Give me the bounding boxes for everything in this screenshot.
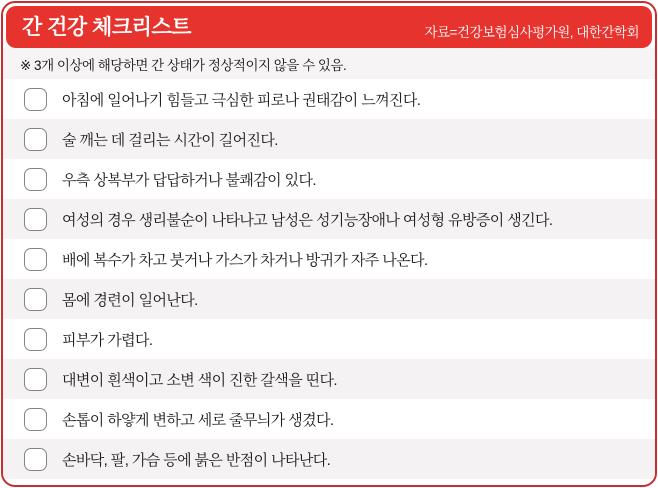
item-label: 몸에 경련이 일어난다. bbox=[62, 291, 198, 309]
item-label: 술 깨는 데 걸리는 시간이 길어진다. bbox=[62, 131, 278, 149]
checkbox[interactable] bbox=[24, 208, 47, 231]
checklist-row bbox=[3, 159, 655, 199]
checkbox[interactable] bbox=[24, 88, 47, 111]
item-label: 대변이 흰색이고 소변 색이 진한 갈색을 띤다. bbox=[62, 371, 337, 389]
checklist-row bbox=[3, 239, 655, 279]
checklist-row bbox=[3, 119, 655, 159]
item-label: 손톱이 하얗게 변하고 세로 줄무늬가 생겼다. bbox=[62, 411, 334, 429]
checkbox[interactable] bbox=[24, 288, 47, 311]
item-label: 아침에 일어나기 힘들고 극심한 피로나 권태감이 느껴진다. bbox=[62, 91, 421, 109]
checkbox[interactable] bbox=[24, 408, 47, 431]
checklist bbox=[3, 79, 655, 479]
item-label: 배에 복수가 차고 붓거나 가스가 차거나 방귀가 자주 나온다. bbox=[62, 251, 428, 269]
checkbox[interactable] bbox=[24, 328, 47, 351]
page-title: 간 건강 체크리스트 bbox=[22, 16, 191, 39]
item-label: 손바닥, 팔, 가슴 등에 붉은 반점이 나타난다. bbox=[62, 451, 331, 469]
checklist-row bbox=[3, 199, 655, 239]
checklist-row bbox=[3, 279, 655, 319]
item-label: 우측 상복부가 답답하거나 불쾌감이 있다. bbox=[62, 171, 316, 189]
item-label: 여성의 경우 생리불순이 나타나고 남성은 성기능장애나 여성형 유방증이 생긴다. bbox=[62, 211, 553, 229]
source-credit: 자료=건강보험심사평가원, 대한간학회 bbox=[424, 25, 639, 40]
checklist-row bbox=[3, 399, 655, 439]
checkbox[interactable] bbox=[24, 368, 47, 391]
checklist-card bbox=[1, 1, 657, 487]
checkbox[interactable] bbox=[24, 448, 47, 471]
checklist-row bbox=[3, 319, 655, 359]
header bbox=[6, 6, 652, 48]
checklist-row bbox=[3, 79, 655, 119]
checklist-row bbox=[3, 439, 655, 479]
note-text: ※ 3개 이상에 해당하면 간 상태가 정상적이지 않을 수 있음. bbox=[20, 57, 347, 73]
checkbox[interactable] bbox=[24, 128, 47, 151]
checklist-row bbox=[3, 359, 655, 399]
checkbox[interactable] bbox=[24, 168, 47, 191]
note-bar bbox=[3, 48, 655, 79]
item-label: 피부가 가렵다. bbox=[62, 331, 153, 349]
checkbox[interactable] bbox=[24, 248, 47, 271]
